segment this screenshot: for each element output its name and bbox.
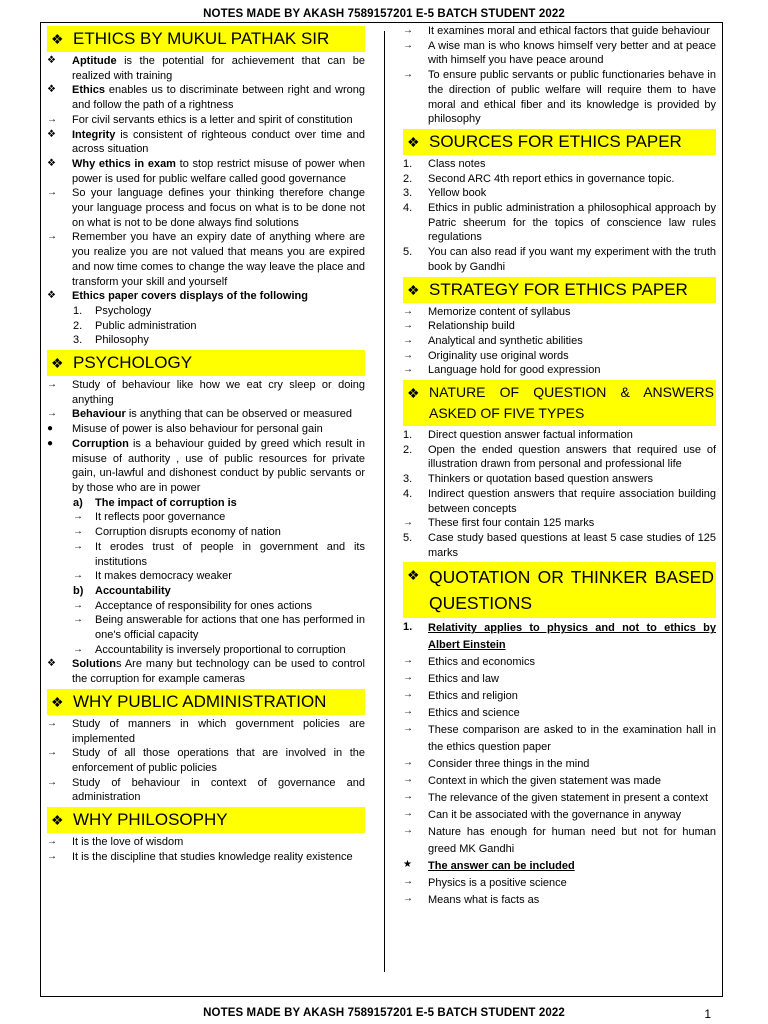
star-icon: ★ [403,859,412,871]
arrow-icon: → [73,643,83,655]
arrow-icon: → [47,747,57,759]
page-footer: NOTES MADE BY AKASH 7589157201 E-5 BATCH STUDENT 2022 [203,1007,565,1019]
diamond-bullet-icon: ❖ [51,812,64,829]
list-item: ● Misuse of power is also behaviour for personal gain [47,423,323,436]
arrow-icon: → [47,113,57,125]
column-divider [384,31,385,972]
list-item: → It reflects poor governance [73,511,226,524]
list-item: → So your language defines your thinking therefore change your language process and focus on what is to be done not on what is not to be done always find solutions [47,187,365,229]
list-item: 1. Class notes [403,157,486,170]
list-item: → It examines moral and ethical factors that guide behaviour [403,25,710,37]
list-item: 2. Public administration [73,319,197,332]
arrow-icon: → [403,39,413,51]
arrow-icon: → [403,706,413,718]
arrow-icon: → [403,517,413,529]
diamond-bullet-icon: ❖ [407,281,420,298]
arrow-icon: → [403,364,413,376]
arrow-icon: → [403,305,413,317]
heading-philosophy: ❖ WHY PHILOSOPHY [47,807,365,833]
arrow-icon: → [73,511,83,523]
list-item: → It makes democracy weaker [73,570,232,583]
page-header: NOTES MADE BY AKASH 7589157201 E-5 BATCH STUDENT 2022 [203,8,565,20]
diamond-bullet-icon: ❖ [47,84,56,96]
arrow-icon: → [403,689,413,701]
list-item: 3. Yellow book [403,187,487,200]
list-item: 1. Psychology [73,304,152,317]
arrow-icon: → [403,791,413,803]
arrow-icon: → [73,570,83,582]
list-item: → Study of behaviour in context of governance and administration [47,776,365,804]
diamond-bullet-icon: ❖ [47,157,56,169]
list-item: ● Corruption is a behaviour guided by greed which result in misuse of authority , use of public resources for private gain, un-lawful and dishonest conduct by public servants or by those who are in power [47,437,365,494]
list-item: → Means what is facts as [403,893,540,907]
list-item: 3. Thinkers or quotation based question answers [403,473,654,486]
arrow-icon: → [73,540,83,552]
diamond-bullet-icon: ❖ [47,55,56,66]
list-item: → Analytical and synthetic abilities [403,334,583,347]
list-item: 2. Open the ended question answers that required use of illustration drawn from personal and professional life [403,443,716,471]
list-item: → To ensure public servants or public functionaries behave in the direction of public welfare will require them to have moral and ethical fiber and its knowledge is provided by philosophy [403,69,716,126]
list-item: → Ethics and religion [403,689,518,703]
list-item: → For civil servants ethics is a letter and spirit of constitution [47,113,353,126]
diamond-bullet-icon: ❖ [47,128,56,140]
list-item: → Study of manners in which government policies are implemented [47,717,365,745]
arrow-icon: → [403,808,413,820]
diamond-bullet-icon: ❖ [407,133,420,150]
list-item: → Accountability is inversely proportional to corruption [73,643,346,656]
arrow-icon: → [403,893,413,905]
diamond-bullet-icon: ❖ [47,658,56,670]
list-item: ❖ Why ethics in exam to stop restrict misuse of power when power is used for public welfare called good governance [47,157,365,185]
arrow-icon: → [403,774,413,786]
arrow-icon: → [403,25,413,36]
arrow-icon: → [403,757,413,769]
list-item: → Study of all those operations that are involved in the enforcement of public policies [47,747,365,774]
list-item: → Nature has enough for human need but not for human greed MK Gandhi [403,825,716,856]
list-item: → Relationship build [403,320,515,333]
list-item: a) The impact of corruption is [73,496,237,509]
heading-sources: ❖ SOURCES FOR ETHICS PAPER [403,129,716,155]
arrow-icon: → [47,408,57,420]
right-column [403,24,716,909]
list-item: → These comparison are asked to in the examination hall in the ethics question paper [403,723,716,754]
list-item: → These first four contain 125 marks [403,517,595,530]
list-item: → Remember you have an expiry date of anything where are you realize you are not valued that means you are expired and now time comes to change the way leave the place and transform your skill and yourself [47,231,365,288]
heading-psychology: ❖ PSYCHOLOGY [47,350,365,376]
list-item: → Being answerable for actions that one has performed in one's official capacity [73,614,365,642]
arrow-icon: → [403,655,413,667]
list-item: ❖ Ethics paper covers displays of the following [47,290,308,303]
diamond-bullet-icon: ❖ [51,355,64,372]
list-item: → Consider three things in the mind [403,757,590,771]
list-item: 4. Ethics in public administration a philosophical approach by Patric sheerum for the topics of conscience law rules regulations [403,202,716,244]
list-item: → It is the discipline that studies knowledge reality existence [47,850,353,863]
arrow-icon: → [47,850,57,862]
list-item: → Originality use original words [403,349,569,362]
list-item: 3. Philosophy [73,334,149,347]
list-item: → Can it be associated with the governance in anyway [403,808,682,822]
heading-ethics: ❖ ETHICS BY MUKUL PATHAK SIR [47,26,365,52]
arrow-icon: → [403,334,413,346]
heading-strategy: ❖ STRATEGY FOR ETHICS PAPER [403,277,716,303]
list-item: → A wise man is who knows himself very better and at peace with himself you have peace around [403,39,716,67]
list-item: → It erodes trust of people in government and its institutions [73,540,365,568]
list-item: → Context in which the given statement was made [403,774,661,788]
arrow-icon: → [403,876,413,888]
arrow-icon: → [47,379,57,391]
list-item: → The relevance of the given statement in present a context [403,791,709,805]
left-column [47,24,365,864]
arrow-icon: → [403,349,413,361]
list-item: → Physics is a positive science [403,876,567,890]
arrow-icon: → [73,599,83,611]
arrow-icon: → [403,672,413,684]
list-item: → Ethics and economics [403,655,535,669]
arrow-icon: → [403,320,413,332]
dot-bullet-icon: ● [47,437,54,449]
arrow-icon: → [47,836,57,848]
heading-quotation: ❖ QUOTATION OR THINKER BASED QUESTIONS [403,562,716,618]
list-item: → Behaviour is anything that can be observed or measured [47,408,353,421]
arrow-icon: → [403,723,413,735]
list-item: → Study of behaviour like how we eat cry sleep or doing anything [47,379,365,406]
diamond-bullet-icon: ❖ [47,290,56,302]
list-item: 5. Case study based questions at least 5 case studies of 125 marks [403,531,716,559]
arrow-icon: → [73,526,83,538]
arrow-icon: → [47,231,57,243]
diamond-bullet-icon: ❖ [51,693,64,710]
list-item: 4. Indirect question answers that require association building between concepts [403,487,716,515]
heading-nature-of-questions: ❖ NATURE OF QUESTION & ANSWERS ASKED OF FIVE TYPES [403,380,716,426]
list-item: 2. Second ARC 4th report ethics in governance topic. [403,172,675,185]
arrow-icon: → [403,825,413,837]
list-item: ❖ Solutions Are many but technology can be used to control the corruption for example cameras [47,658,365,686]
diamond-bullet-icon: ❖ [51,31,64,47]
list-item: → Corruption disrupts economy of nation [73,526,281,539]
list-item: → Ethics and law [403,672,499,686]
list-item: 1. Direct question answer factual information [403,429,633,442]
arrow-icon: → [403,69,413,81]
page-number: 1 [704,1007,711,1021]
list-item: b) Accountability [73,584,171,597]
arrow-icon: → [47,776,57,788]
list-item: ★ The answer can be included [403,859,575,873]
arrow-icon: → [47,187,57,199]
arrow-icon: → [47,717,57,729]
arrow-icon: → [73,614,83,626]
list-item: ❖ Integrity is consistent of righteous conduct over time and across situation [47,128,365,156]
diamond-bullet-icon: ❖ [407,567,420,584]
list-item: ❖ Ethics enables us to discriminate between right and wrong and follow the path of a rightness [47,84,365,112]
heading-public-administration: ❖ WHY PUBLIC ADMINISTRATION [47,689,365,715]
list-item: 1. Relativity applies to physics and not to ethics by Albert Einstein [403,621,716,652]
dot-bullet-icon: ● [47,423,54,435]
list-item: ❖ Aptitude is the potential for achievement that can be realized with training [47,55,365,82]
list-item: → It is the love of wisdom [47,836,184,849]
list-item: → Memorize content of syllabus [403,305,571,318]
list-item: 5. You can also read if you want my experiment with the truth book by Gandhi [403,246,716,273]
diamond-bullet-icon: ❖ [407,385,420,402]
list-item: → Ethics and science [403,706,520,720]
list-item: → Acceptance of responsibility for ones actions [73,599,313,612]
list-item: → Language hold for good expression [403,364,601,377]
